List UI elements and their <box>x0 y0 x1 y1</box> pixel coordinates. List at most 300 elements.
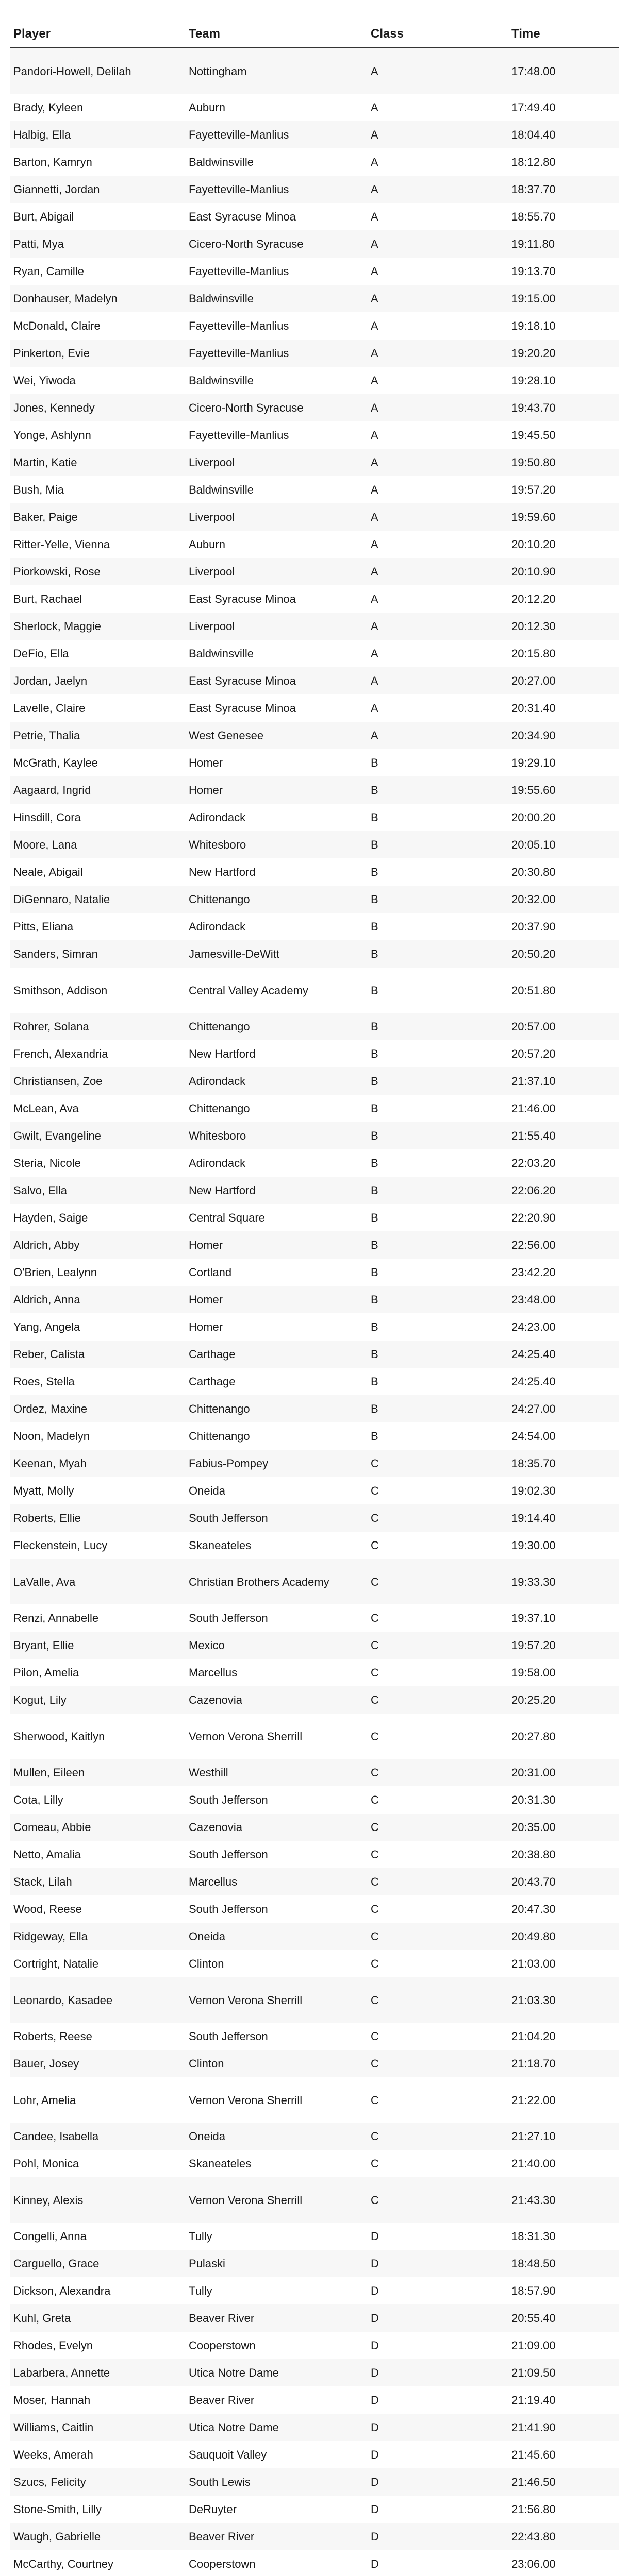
time-cell: 21:18.70 <box>508 2050 619 2077</box>
table-row <box>10 1714 619 1759</box>
table-row <box>10 121 619 148</box>
team-cell: Chittenango <box>186 1422 368 1450</box>
table-row <box>10 1013 619 1040</box>
time-cell: 24:23.00 <box>508 1313 619 1341</box>
time-cell: 18:55.70 <box>508 203 619 230</box>
table-row <box>10 1095 619 1122</box>
player-cell: Wei, Yiwoda <box>10 367 186 394</box>
class-cell: C <box>368 1841 508 1868</box>
class-cell: C <box>368 1686 508 1714</box>
time-cell: 22:56.00 <box>508 1231 619 1259</box>
player-cell: Rhodes, Evelyn <box>10 2332 186 2359</box>
time-cell: 19:11.80 <box>508 230 619 258</box>
time-cell: 19:15.00 <box>508 285 619 312</box>
table-row <box>10 913 619 940</box>
team-cell: Central Square <box>186 1204 368 1231</box>
time-cell: 21:55.40 <box>508 1122 619 1149</box>
time-cell: 17:49.40 <box>508 94 619 121</box>
table-row <box>10 1341 619 1368</box>
table-row <box>10 2441 619 2468</box>
time-cell: 19:13.70 <box>508 258 619 285</box>
player-cell: Rohrer, Solana <box>10 1013 186 1040</box>
class-cell: A <box>368 230 508 258</box>
player-cell: Stone-Smith, Lilly <box>10 2496 186 2523</box>
table-row <box>10 2123 619 2150</box>
player-cell: Congelli, Anna <box>10 2223 186 2250</box>
class-cell: B <box>368 1095 508 1122</box>
player-cell: Sanders, Simran <box>10 940 186 968</box>
table-row <box>10 1259 619 1286</box>
class-cell: D <box>368 2468 508 2496</box>
team-cell: South Jefferson <box>186 1604 368 1632</box>
player-cell: Ritter-Yelle, Vienna <box>10 531 186 558</box>
time-cell: 19:55.60 <box>508 776 619 804</box>
player-cell: Lohr, Amelia <box>10 2077 186 2123</box>
table-row <box>10 1632 619 1659</box>
class-cell: A <box>368 203 508 230</box>
class-cell: C <box>368 1632 508 1659</box>
time-cell: 20:10.20 <box>508 531 619 558</box>
class-cell: B <box>368 1231 508 1259</box>
player-cell: Moser, Hannah <box>10 2386 186 2414</box>
team-cell: Homer <box>186 1231 368 1259</box>
player-cell: Myatt, Molly <box>10 1477 186 1504</box>
time-cell: 21:03.00 <box>508 1950 619 1977</box>
table-row <box>10 1313 619 1341</box>
team-cell: West Genesee <box>186 722 368 749</box>
time-cell: 20:27.00 <box>508 667 619 694</box>
team-cell: Vernon Verona Sherrill <box>186 2177 368 2223</box>
team-cell: Chittenango <box>186 1095 368 1122</box>
class-cell: B <box>368 1259 508 1286</box>
table-row <box>10 2150 619 2177</box>
table-row <box>10 421 619 449</box>
time-cell: 21:09.00 <box>508 2332 619 2359</box>
class-cell: D <box>368 2523 508 2550</box>
class-cell: B <box>368 913 508 940</box>
team-cell: South Jefferson <box>186 2023 368 2050</box>
time-cell: 20:00.20 <box>508 804 619 831</box>
time-cell: 21:45.60 <box>508 2441 619 2468</box>
table-row <box>10 1759 619 1786</box>
team-cell: East Syracuse Minoa <box>186 667 368 694</box>
time-cell: 19:20.20 <box>508 340 619 367</box>
team-cell: Beaver River <box>186 2386 368 2414</box>
team-cell: Fabius-Pompey <box>186 1450 368 1477</box>
class-cell: A <box>368 367 508 394</box>
time-cell: 22:06.20 <box>508 1177 619 1204</box>
table-row <box>10 722 619 749</box>
team-cell: East Syracuse Minoa <box>186 203 368 230</box>
class-cell: D <box>368 2223 508 2250</box>
team-cell: Oneida <box>186 1477 368 1504</box>
class-cell: C <box>368 1786 508 1814</box>
class-cell: B <box>368 804 508 831</box>
player-cell: Aldrich, Anna <box>10 1286 186 1313</box>
player-cell: O'Brien, Lealynn <box>10 1259 186 1286</box>
player-cell: Pohl, Monica <box>10 2150 186 2177</box>
time-cell: 21:37.10 <box>508 1067 619 1095</box>
column-header-team[interactable]: Team <box>186 0 368 48</box>
team-cell: Baldwinsville <box>186 285 368 312</box>
time-cell: 20:15.80 <box>508 640 619 667</box>
team-cell: Nottingham <box>186 48 368 94</box>
time-cell: 20:10.90 <box>508 558 619 585</box>
player-cell: Aagaard, Ingrid <box>10 776 186 804</box>
time-cell: 20:50.20 <box>508 940 619 968</box>
time-cell: 20:57.00 <box>508 1013 619 1040</box>
player-cell: Kinney, Alexis <box>10 2177 186 2223</box>
table-row <box>10 48 619 94</box>
results-table <box>10 0 619 2576</box>
class-cell: A <box>368 48 508 94</box>
team-cell: Chittenango <box>186 1395 368 1422</box>
team-cell: Pulaski <box>186 2250 368 2277</box>
table-row <box>10 776 619 804</box>
player-cell: Smithson, Addison <box>10 968 186 1013</box>
team-cell: Liverpool <box>186 613 368 640</box>
team-cell: Baldwinsville <box>186 640 368 667</box>
player-cell: Donhauser, Madelyn <box>10 285 186 312</box>
time-cell: 20:30.80 <box>508 858 619 886</box>
time-cell: 18:35.70 <box>508 1450 619 1477</box>
time-cell: 24:27.00 <box>508 1395 619 1422</box>
player-cell: Sherwood, Kaitlyn <box>10 1714 186 1759</box>
time-cell: 20:31.40 <box>508 694 619 722</box>
time-cell: 19:37.10 <box>508 1604 619 1632</box>
time-cell: 20:51.80 <box>508 968 619 1013</box>
class-cell: C <box>368 1532 508 1559</box>
team-cell: New Hartford <box>186 1177 368 1204</box>
table-row <box>10 1977 619 2023</box>
time-cell: 18:57.90 <box>508 2277 619 2304</box>
table-row <box>10 176 619 203</box>
team-cell: Vernon Verona Sherrill <box>186 1714 368 1759</box>
table-row <box>10 2050 619 2077</box>
player-cell: Christiansen, Zoe <box>10 1067 186 1095</box>
time-cell: 21:41.90 <box>508 2414 619 2441</box>
player-cell: Comeau, Abbie <box>10 1814 186 1841</box>
time-cell: 19:29.10 <box>508 749 619 776</box>
table-body <box>10 48 619 2576</box>
class-cell: C <box>368 2123 508 2150</box>
team-cell: Tully <box>186 2223 368 2250</box>
team-cell: New Hartford <box>186 1040 368 1067</box>
table-row <box>10 285 619 312</box>
team-cell: Beaver River <box>186 2304 368 2332</box>
player-cell: Bush, Mia <box>10 476 186 503</box>
team-cell: Fayetteville-Manlius <box>186 121 368 148</box>
team-cell: Vernon Verona Sherrill <box>186 1977 368 2023</box>
class-cell: D <box>368 2250 508 2277</box>
class-cell: B <box>368 1149 508 1177</box>
class-cell: A <box>368 312 508 340</box>
time-cell: 20:34.90 <box>508 722 619 749</box>
team-cell: Fayetteville-Manlius <box>186 421 368 449</box>
column-header-player[interactable]: Player <box>10 0 186 48</box>
team-cell: Carthage <box>186 1368 368 1395</box>
player-cell: Hayden, Saige <box>10 1204 186 1231</box>
time-cell: 23:06.00 <box>508 2550 619 2576</box>
player-cell: Lavelle, Claire <box>10 694 186 722</box>
player-cell: Dickson, Alexandra <box>10 2277 186 2304</box>
player-cell: Carguello, Grace <box>10 2250 186 2277</box>
table-row <box>10 503 619 531</box>
table-row <box>10 1122 619 1149</box>
team-cell: Marcellus <box>186 1868 368 1895</box>
player-cell: Halbig, Ella <box>10 121 186 148</box>
time-cell: 20:37.90 <box>508 913 619 940</box>
player-cell: Keenan, Myah <box>10 1450 186 1477</box>
team-cell: Baldwinsville <box>186 476 368 503</box>
table-row <box>10 667 619 694</box>
class-cell: A <box>368 94 508 121</box>
team-cell: Cicero-North Syracuse <box>186 230 368 258</box>
time-cell: 20:35.00 <box>508 1814 619 1841</box>
class-cell: D <box>368 2304 508 2332</box>
table-row <box>10 1895 619 1923</box>
player-cell: Gwilt, Evangeline <box>10 1122 186 1149</box>
team-cell: Tully <box>186 2277 368 2304</box>
table-row <box>10 394 619 421</box>
player-cell: Pilon, Amelia <box>10 1659 186 1686</box>
time-cell: 21:09.50 <box>508 2359 619 2386</box>
table-row <box>10 2496 619 2523</box>
class-cell: B <box>368 1286 508 1313</box>
class-cell: A <box>368 394 508 421</box>
team-cell: Homer <box>186 1313 368 1341</box>
player-cell: Burt, Abigail <box>10 203 186 230</box>
table-row <box>10 2023 619 2050</box>
player-cell: Netto, Amalia <box>10 1841 186 1868</box>
player-cell: Baker, Paige <box>10 503 186 531</box>
team-cell: Adirondack <box>186 913 368 940</box>
class-cell: A <box>368 421 508 449</box>
player-cell: Barton, Kamryn <box>10 148 186 176</box>
column-header-time[interactable]: Time <box>508 0 619 48</box>
player-cell: DiGennaro, Natalie <box>10 886 186 913</box>
class-cell: A <box>368 148 508 176</box>
time-cell: 19:58.00 <box>508 1659 619 1686</box>
time-cell: 21:03.30 <box>508 1977 619 2023</box>
player-cell: Martin, Katie <box>10 449 186 476</box>
time-cell: 20:38.80 <box>508 1841 619 1868</box>
player-cell: Petrie, Thalia <box>10 722 186 749</box>
table-row <box>10 1204 619 1231</box>
player-cell: Moore, Lana <box>10 831 186 858</box>
time-cell: 19:28.10 <box>508 367 619 394</box>
class-cell: B <box>368 940 508 968</box>
team-cell: Adirondack <box>186 1149 368 1177</box>
time-cell: 19:59.60 <box>508 503 619 531</box>
table-row <box>10 2332 619 2359</box>
player-cell: McGrath, Kaylee <box>10 749 186 776</box>
player-cell: Ordez, Maxine <box>10 1395 186 1422</box>
class-cell: C <box>368 1759 508 1786</box>
team-cell: Fayetteville-Manlius <box>186 258 368 285</box>
class-cell: C <box>368 2077 508 2123</box>
class-cell: B <box>368 749 508 776</box>
time-cell: 20:43.70 <box>508 1868 619 1895</box>
class-cell: A <box>368 503 508 531</box>
team-cell: Whitesboro <box>186 1122 368 1149</box>
time-cell: 22:20.90 <box>508 1204 619 1231</box>
class-cell: B <box>368 1177 508 1204</box>
class-cell: B <box>368 1040 508 1067</box>
table-row <box>10 2177 619 2223</box>
time-cell: 24:54.00 <box>508 1422 619 1450</box>
time-cell: 19:02.30 <box>508 1477 619 1504</box>
time-cell: 21:40.00 <box>508 2150 619 2177</box>
time-cell: 19:30.00 <box>508 1532 619 1559</box>
class-cell: C <box>368 1559 508 1604</box>
team-cell: Oneida <box>186 1923 368 1950</box>
table-row <box>10 2468 619 2496</box>
table-row <box>10 367 619 394</box>
team-cell: Fayetteville-Manlius <box>186 312 368 340</box>
table-row <box>10 1559 619 1604</box>
time-cell: 18:48.50 <box>508 2250 619 2277</box>
team-cell: Cooperstown <box>186 2550 368 2576</box>
team-cell: Chittenango <box>186 886 368 913</box>
player-cell: Bauer, Josey <box>10 2050 186 2077</box>
team-cell: Cooperstown <box>186 2332 368 2359</box>
class-cell: C <box>368 2150 508 2177</box>
team-cell: Cazenovia <box>186 1686 368 1714</box>
class-cell: B <box>368 1395 508 1422</box>
time-cell: 20:12.20 <box>508 585 619 613</box>
team-cell: Christian Brothers Academy <box>186 1559 368 1604</box>
class-cell: B <box>368 858 508 886</box>
class-cell: C <box>368 1659 508 1686</box>
player-cell: Roberts, Reese <box>10 2023 186 2050</box>
player-cell: Williams, Caitlin <box>10 2414 186 2441</box>
team-cell: Vernon Verona Sherrill <box>186 2077 368 2123</box>
player-cell: Kuhl, Greta <box>10 2304 186 2332</box>
team-cell: Mexico <box>186 1632 368 1659</box>
table-row <box>10 2304 619 2332</box>
team-cell: Skaneateles <box>186 1532 368 1559</box>
table-row <box>10 1450 619 1477</box>
class-cell: A <box>368 176 508 203</box>
table-row <box>10 1923 619 1950</box>
table-row <box>10 749 619 776</box>
table-row <box>10 1040 619 1067</box>
table-row <box>10 476 619 503</box>
team-cell: Cazenovia <box>186 1814 368 1841</box>
player-cell: Neale, Abigail <box>10 858 186 886</box>
time-cell: 22:43.80 <box>508 2523 619 2550</box>
team-cell: Liverpool <box>186 449 368 476</box>
table-row <box>10 804 619 831</box>
player-cell: Candee, Isabella <box>10 2123 186 2150</box>
time-cell: 19:45.50 <box>508 421 619 449</box>
table-row <box>10 2523 619 2550</box>
class-cell: A <box>368 285 508 312</box>
table-row <box>10 2414 619 2441</box>
class-cell: C <box>368 1714 508 1759</box>
class-cell: B <box>368 886 508 913</box>
player-cell: Pitts, Eliana <box>10 913 186 940</box>
class-cell: A <box>368 694 508 722</box>
player-cell: Wood, Reese <box>10 1895 186 1923</box>
player-cell: French, Alexandria <box>10 1040 186 1067</box>
player-cell: Roberts, Ellie <box>10 1504 186 1532</box>
player-cell: Burt, Rachael <box>10 585 186 613</box>
table-row <box>10 1786 619 1814</box>
player-cell: McLean, Ava <box>10 1095 186 1122</box>
team-cell: Cortland <box>186 1259 368 1286</box>
table-row <box>10 831 619 858</box>
table-row <box>10 340 619 367</box>
table-row <box>10 230 619 258</box>
team-cell: South Jefferson <box>186 1895 368 1923</box>
time-cell: 24:25.40 <box>508 1341 619 1368</box>
class-cell: D <box>368 2414 508 2441</box>
player-cell: Sherlock, Maggie <box>10 613 186 640</box>
table-row <box>10 558 619 585</box>
time-cell: 18:31.30 <box>508 2223 619 2250</box>
player-cell: Hinsdill, Cora <box>10 804 186 831</box>
table-row <box>10 1067 619 1095</box>
class-cell: C <box>368 1477 508 1504</box>
table-row <box>10 1286 619 1313</box>
player-cell: Mullen, Eileen <box>10 1759 186 1786</box>
table-row <box>10 148 619 176</box>
class-cell: A <box>368 531 508 558</box>
player-cell: Piorkowski, Rose <box>10 558 186 585</box>
time-cell: 20:25.20 <box>508 1686 619 1714</box>
time-cell: 22:03.20 <box>508 1149 619 1177</box>
time-cell: 18:04.40 <box>508 121 619 148</box>
time-cell: 17:48.00 <box>508 48 619 94</box>
team-cell: New Hartford <box>186 858 368 886</box>
team-cell: South Jefferson <box>186 1786 368 1814</box>
class-cell: B <box>368 831 508 858</box>
player-cell: Reber, Calista <box>10 1341 186 1368</box>
player-cell: Aldrich, Abby <box>10 1231 186 1259</box>
table-row <box>10 858 619 886</box>
table-row <box>10 1841 619 1868</box>
player-cell: Jones, Kennedy <box>10 394 186 421</box>
time-cell: 21:04.20 <box>508 2023 619 2050</box>
time-cell: 20:05.10 <box>508 831 619 858</box>
class-cell: A <box>368 558 508 585</box>
player-cell: Stack, Lilah <box>10 1868 186 1895</box>
player-cell: Salvo, Ella <box>10 1177 186 1204</box>
time-cell: 19:50.80 <box>508 449 619 476</box>
table-row <box>10 203 619 230</box>
team-cell: Homer <box>186 776 368 804</box>
player-cell: Patti, Mya <box>10 230 186 258</box>
class-cell: B <box>368 1341 508 1368</box>
player-cell: Kogut, Lily <box>10 1686 186 1714</box>
player-cell: Brady, Kyleen <box>10 94 186 121</box>
table-row <box>10 1686 619 1714</box>
class-cell: C <box>368 1504 508 1532</box>
class-cell: C <box>368 2023 508 2050</box>
class-cell: C <box>368 1450 508 1477</box>
team-cell: Fayetteville-Manlius <box>186 176 368 203</box>
class-cell: C <box>368 1895 508 1923</box>
class-cell: B <box>368 1013 508 1040</box>
table-header <box>10 0 619 48</box>
player-cell: Cota, Lilly <box>10 1786 186 1814</box>
player-cell: Ridgeway, Ella <box>10 1923 186 1950</box>
player-cell: McCarthy, Courtney <box>10 2550 186 2576</box>
column-header-class[interactable]: Class <box>368 0 508 48</box>
table-row <box>10 613 619 640</box>
